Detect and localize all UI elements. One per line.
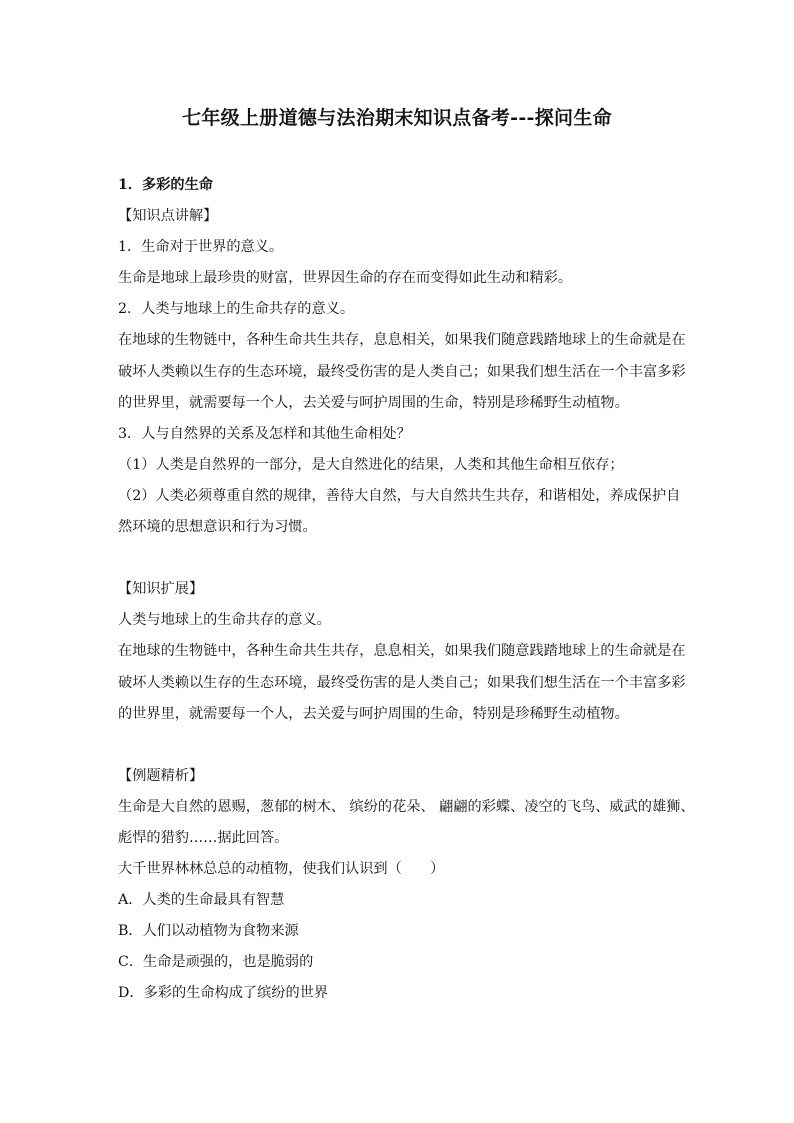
knowledge-explain-label: 【知识点讲解】: [118, 208, 218, 225]
option-a: A．人类的生命最具有智慧: [118, 892, 285, 909]
point-1-body: 生命是地球上最珍贵的财富，世界因生命的存在而变得如此生动和精彩。: [118, 270, 573, 287]
point-3-item-1: （1）人类是自然界的一部分，是大自然进化的结果，人类和其他生命相互依存；: [118, 456, 624, 473]
example-stem-line: 彪悍的猎豹……据此回答。: [118, 829, 289, 846]
point-2-title: 2．人类与地球上的生命共存的意义。: [118, 301, 355, 318]
point-3-item-2-line: 然环境的思想意识和行为习惯。: [118, 519, 317, 536]
blank-line: [118, 730, 684, 761]
option-d: D．多彩的生命构成了缤纷的世界: [118, 985, 329, 1002]
extension-line: 在地球的生物链中，各种生命共生共存，息息相关，如果我们随意践踏地球上的生命就是在: [118, 643, 686, 660]
option-b: B．人们以动植物为食物来源: [118, 923, 299, 940]
page-title: 七年级上册道德与法治期末知识点备考---探问生命: [182, 107, 612, 129]
point-1-title: 1．生命对于世界的意义。: [118, 239, 284, 256]
point-3-title: 3．人与自然界的关系及怎样和其他生命相处？: [118, 425, 411, 442]
knowledge-extension-label: 【知识扩展】: [118, 581, 204, 598]
section-heading: 1．多彩的生命: [118, 177, 213, 193]
example-question: 大千世界林林总总的动植物，使我们认识到（ ）: [118, 861, 445, 878]
point-3-item-2-line: （2）人类必须尊重自然的规律，善待大自然，与大自然共生共存，和谐相处，养成保护自: [118, 487, 681, 504]
extension-title: 人类与地球上的生命共存的意义。: [118, 612, 331, 629]
option-c: C．生命是顽强的，也是脆弱的: [118, 954, 314, 971]
point-2-line: 的世界里，就需要每一个人，去关爱与呵护周围的生命，特别是珍稀野生动植物。: [118, 394, 629, 411]
extension-line: 的世界里，就需要每一个人，去关爱与呵护周围的生命，特别是珍稀野生动植物。: [118, 705, 629, 722]
example-analysis-label: 【例题精析】: [118, 767, 204, 784]
blank-line: [118, 543, 684, 574]
example-stem-line: 生命是大自然的恩赐，葱郁的树木、 缤纷的花朵、 翩翩的彩蝶、凌空的飞鸟、威武的雄狮、: [118, 798, 695, 815]
document-body: [118, 170, 695, 1010]
point-2-line: 在地球的生物链中，各种生命共生共存，息息相关，如果我们随意践踏地球上的生命就是在: [118, 332, 686, 349]
extension-line: 破坏人类赖以生存的生态环境，最终受伤害的是人类自己；如果我们想生活在一个丰富多彩: [118, 674, 686, 691]
point-2-line: 破坏人类赖以生存的生态环境，最终受伤害的是人类自己；如果我们想生活在一个丰富多彩: [118, 363, 686, 380]
